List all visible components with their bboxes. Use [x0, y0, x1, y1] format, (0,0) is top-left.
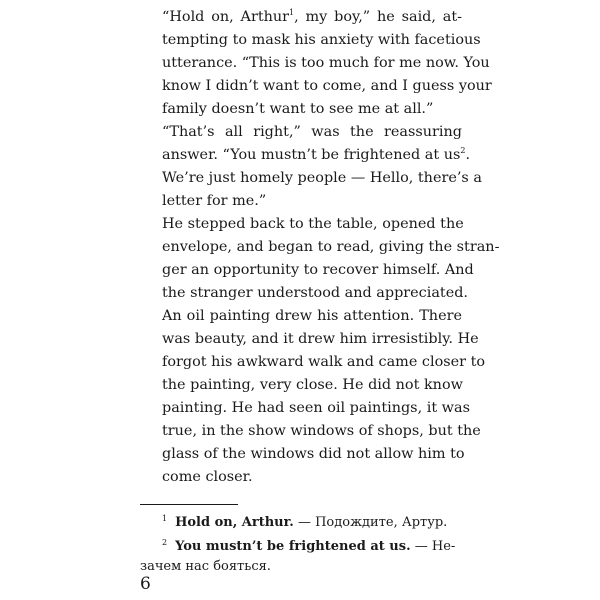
- text-line: know I didn’t want to come, and I guess your: [162, 78, 492, 94]
- text-line: letter for me.”: [162, 193, 267, 209]
- line-text: “Hold on, Arthur: [162, 9, 290, 25]
- text-line: tempting to mask his anxiety with facetious: [162, 32, 481, 48]
- text-line: forgot his awkward walk and came closer to: [162, 354, 486, 370]
- footnote-term: Hold on, Arthur.: [175, 515, 294, 530]
- footnote-number: 2: [162, 538, 168, 547]
- line-text: answer. “You mustn’t be frightened at us: [162, 147, 461, 163]
- footnote-translation: — Подождите, Артур.: [293, 515, 448, 530]
- paragraph-3: [140, 213, 500, 305]
- text-line: family doesn’t want to see me at all.”: [162, 101, 434, 117]
- text-line: ger an opportunity to recover himself. And: [162, 262, 474, 278]
- footnote-translation: — Не-: [410, 539, 456, 554]
- text-line: We’re just homely people — Hello, there’s a: [162, 170, 482, 186]
- footnote-term: You mustn’t be frightened at us.: [175, 539, 411, 554]
- text-line: the painting, very close. He did not know: [162, 377, 463, 393]
- line-text: .: [465, 147, 471, 163]
- footnotes: [140, 509, 462, 577]
- line-text: , my boy,” he said, at-: [294, 9, 463, 25]
- footnote-1: [140, 509, 462, 533]
- text-line: glass of the windows did not allow him to: [162, 446, 465, 462]
- paragraph-1: [140, 6, 492, 121]
- footnote-ref-1: 1: [289, 8, 295, 17]
- text-line: envelope, and began to read, giving the stran-: [162, 239, 500, 255]
- text-line: An oil painting drew his attention. There: [162, 308, 462, 324]
- footnote-divider: [140, 504, 238, 505]
- text-line: “That’s all right,” was the reassuring: [162, 124, 462, 140]
- text-line: come closer.: [162, 469, 253, 485]
- body-text: [140, 6, 500, 489]
- text-line: utterance. “This is too much for me now. You: [162, 55, 490, 71]
- text-line: He stepped back to the table, opened the: [162, 216, 464, 232]
- text-line: was beauty, and it drew him irresistibly. He: [162, 331, 479, 347]
- text-line: [140, 6, 462, 29]
- paragraph-4: [140, 305, 486, 489]
- text-line: [140, 144, 471, 167]
- footnote-ref-2: 2: [460, 146, 466, 155]
- text-line: the stranger understood and appreciated.: [162, 285, 469, 301]
- footnote-2-continuation: зачем нас бояться.: [140, 559, 271, 574]
- page-number: 6: [140, 574, 151, 594]
- footnote-number: 1: [162, 514, 168, 523]
- footnote-2: [140, 533, 462, 557]
- text-line: painting. He had seen oil paintings, it was: [162, 400, 470, 416]
- text-line: true, in the show windows of shops, but the: [162, 423, 481, 439]
- paragraph-2: [140, 121, 482, 213]
